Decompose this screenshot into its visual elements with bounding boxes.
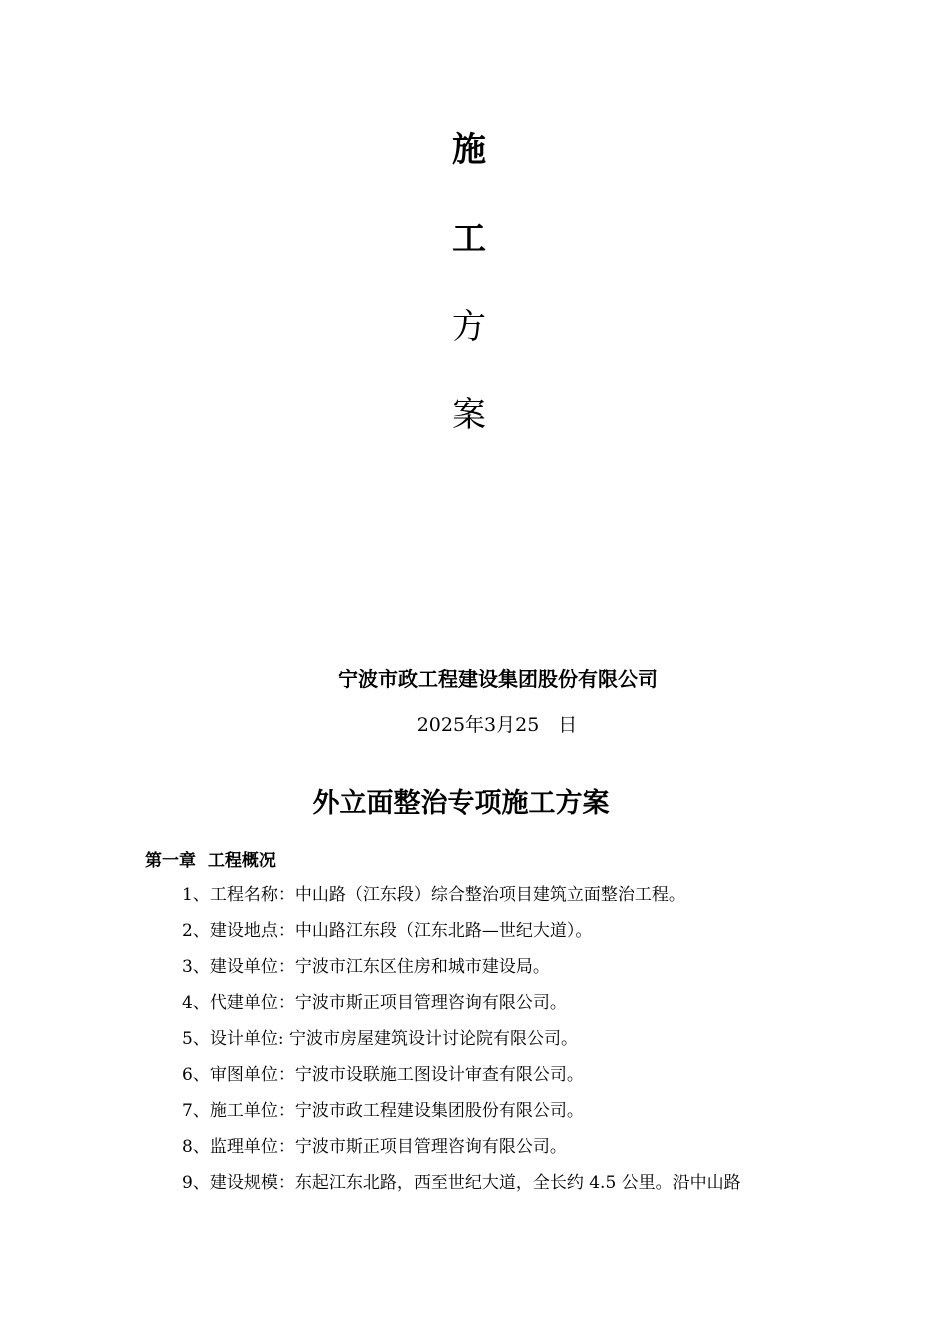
project-overview-list <box>182 881 741 1205</box>
list-item: 5、设计单位: 宁波市房屋建筑设计讨论院有限公司。 <box>182 1029 578 1049</box>
list-item: 7、施工单位：宁波市政工程建设集团股份有限公司。 <box>182 1101 584 1121</box>
cover-title-char-3: 方 <box>452 307 486 347</box>
list-item: 4、代建单位：宁波市斯正项目管理咨询有限公司。 <box>182 993 567 1013</box>
chapter-heading: 第一章 工程概况 <box>145 851 276 871</box>
document-title: 外立面整治专项施工方案 <box>312 788 610 819</box>
company-name: 宁波市政工程建设集团股份有限公司 <box>338 667 658 691</box>
list-item: 1、工程名称：中山路（江东段）综合整治项目建筑立面整治工程。 <box>182 885 686 905</box>
cover-title-char-4: 案 <box>452 395 486 435</box>
list-item: 2、建设地点：中山路江东段（江东北路—世纪大道）。 <box>182 921 593 941</box>
list-item: 3、建设单位：宁波市江东区住房和城市建设局。 <box>182 957 550 977</box>
list-item: 6、审图单位：宁波市设联施工图设计审查有限公司。 <box>182 1065 584 1085</box>
cover-title-char-1: 施 <box>452 130 486 170</box>
list-item: 8、监理单位：宁波市斯正项目管理咨询有限公司。 <box>182 1137 567 1157</box>
list-item: 9、建设规模：东起江东北路，西至世纪大道，全长约 4.5 公里。沿中山路 <box>182 1173 741 1193</box>
cover-date: 2025年3月25 日 <box>416 714 578 736</box>
cover-title-char-2: 工 <box>452 219 486 259</box>
